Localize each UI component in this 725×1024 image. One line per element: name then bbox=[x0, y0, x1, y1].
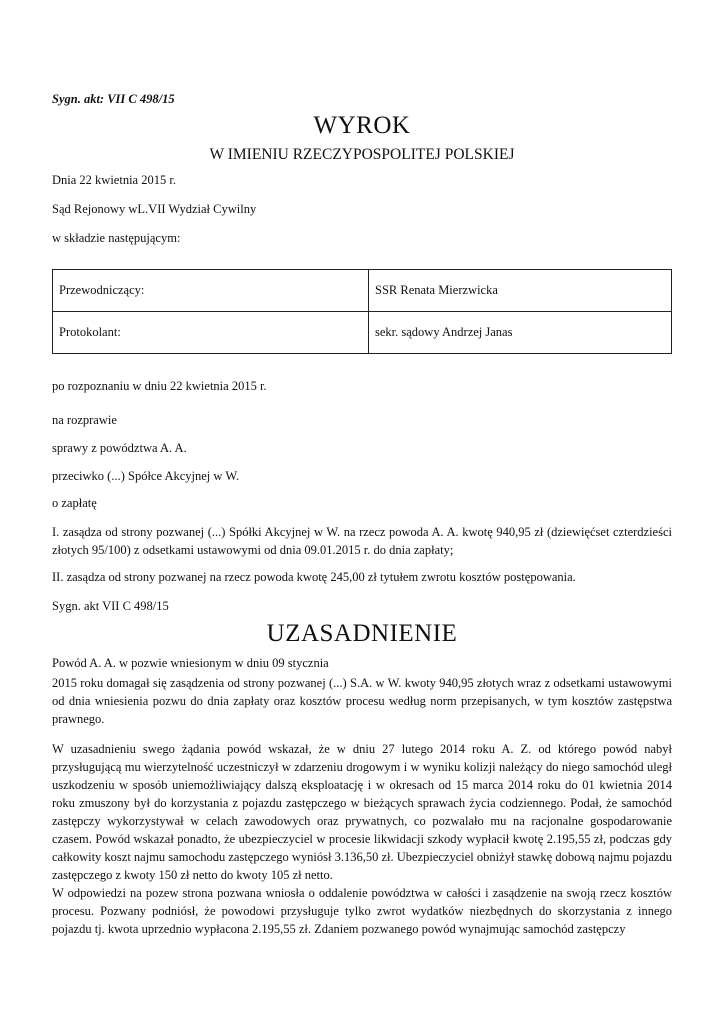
case-plaintiff: sprawy z powództwa A. A. bbox=[52, 441, 187, 455]
hearing-date: po rozpoznaniu w dniu 22 kwietnia 2015 r. bbox=[52, 379, 267, 393]
table-row bbox=[53, 312, 672, 354]
judgment-subtitle: W IMIENIU RZECZYPOSPOLITEJ POLSKIEJ bbox=[209, 146, 515, 163]
case-defendant: przeciwko (...) Spółce Akcyjnej w W. bbox=[52, 469, 240, 483]
panel-role: Przewodniczący: bbox=[53, 270, 369, 312]
table-row bbox=[53, 270, 672, 312]
case-subject: o zapłatę bbox=[52, 496, 97, 510]
judgment-date: Dnia 22 kwietnia 2015 r. bbox=[52, 173, 176, 187]
composition-label: w składzie następującym: bbox=[52, 231, 181, 245]
justification-paragraph: W uzasadnieniu swego żądania powód wskazał, że w dniu 27 lutego 2014 roku A. Z. od którego powód nabył przysługującą mu wierzytelność uczestniczył w zdarzeniu drogowym i w wyniku kolizji należący do niego samochód uległ uszkodzeniu w sposób uniemożliwiający dalszą eksploatację i w okresach od 15 marca 2014 roku do 01 kwietnia 2014 roku zmuszony był do korzystania z pojazdu zastępczego w bieżących sprawach życia codziennego. Podał, że samochód zastępczy wykorzystywał w celach zawodowych oraz prywatnych, co pozwalało mu na racjonalne gospodarowanie czasem. Powód wskazał ponadto, że ubezpieczyciel w procesie likwidacji szkody wypłacił kwotę 2.195,55 zł, podczas gdy całkowity koszt najmu samochodu zastępczego wyniósł 3.136,50 zł. Ubezpieczyciel obniżył stawkę dobową najmu pojazdu zastępczego z kwoty 150 zł netto do kwoty 105 zł netto. bbox=[52, 742, 672, 882]
ruling-item: I. zasądza od strony pozwanej (...) Spółki Akcyjnej w W. na rzecz powoda A. A. kwotę 940,95 zł (dziewięćset czterdzieści złotych 95/100) z odsetkami ustawowymi od dnia 09.01.2015 r. do dnia zapłaty; bbox=[52, 525, 672, 557]
justification-paragraph: W odpowiedzi na pozew strona pozwana wniosła o oddalenie powództwa w całości i zasądzenie na swoją rzecz kosztów procesu. Pozwany podniósł, że powodowi przysługuje tylko zwrot wydatków niezbędnych do skorzystania z innego pojazdu tj. kwota uprzednio wypłacona 2.195,55 zł. Zdaniem pozwanego powód wynajmując samochód zastępczy bbox=[52, 886, 672, 936]
case-reference: Sygn. akt VII C 498/15 bbox=[52, 599, 169, 613]
panel-person: sekr. sądowy Andrzej Janas bbox=[369, 312, 672, 354]
judgment-title: WYROK bbox=[313, 112, 411, 139]
justification-paragraph: 2015 roku domagał się zasądzenia od strony pozwanej (...) S.A. w W. kwoty 940,95 złotych wraz z odsetkami ustawowymi od dnia wniesienia pozwu do dnia zapłaty oraz kosztów procesu według norm przepisanych, w tym kosztów zastępstwa prawnego. bbox=[52, 676, 672, 726]
court-panel-table bbox=[52, 269, 672, 354]
justification-paragraph-start: Powód A. A. w pozwie wniesionym w dniu 09 stycznia bbox=[52, 656, 329, 670]
panel-role: Protokolant: bbox=[53, 312, 369, 354]
panel-person: SSR Renata Mierzwicka bbox=[369, 270, 672, 312]
ruling-item: II. zasądza od strony pozwanej na rzecz powoda kwotę 245,00 zł tytułem zwrotu kosztów postępowania. bbox=[52, 570, 576, 584]
justification-title: UZASADNIENIE bbox=[266, 620, 458, 647]
court-name: Sąd Rejonowy wL.VII Wydział Cywilny bbox=[52, 202, 257, 216]
hearing-type: na rozprawie bbox=[52, 413, 117, 427]
case-reference-header: Sygn. akt: VII C 498/15 bbox=[52, 92, 175, 106]
